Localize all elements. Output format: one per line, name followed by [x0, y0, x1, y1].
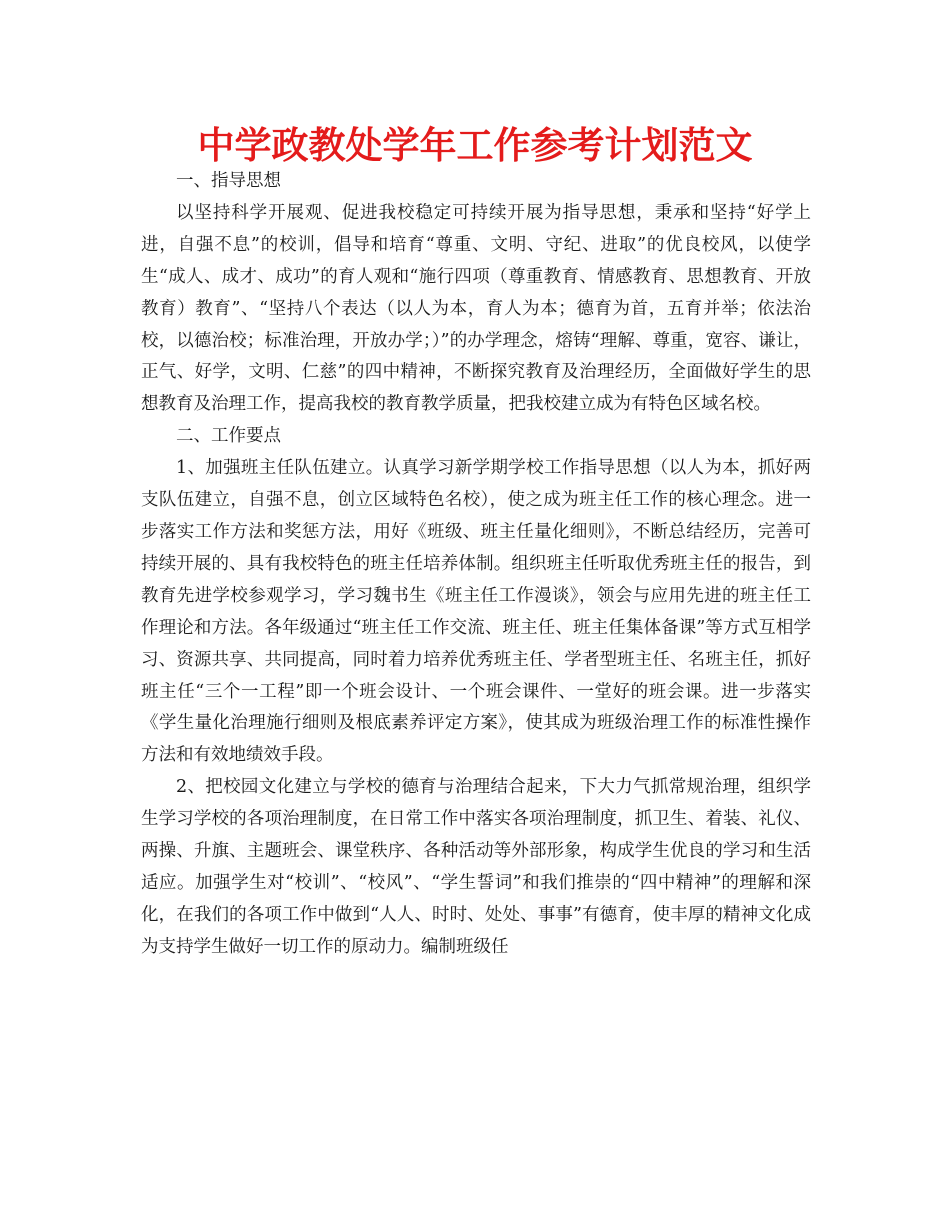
- section-work-points: [141, 421, 811, 963]
- section-guiding-ideology: [141, 166, 811, 421]
- section-heading: 二、工作要点: [176, 426, 281, 447]
- paragraph: 1、加强班主任队伍建立。认真学习新学期学校工作指导思想（以人为本，抓好两支队伍建立，自强不息，创立区域特色名校），使之成为班主任工作的核心理念。进一步落实工作方法和奖惩方法，用好《班级、班主任量化细则》，不断总结经历，完善可持续开展的、具有我校特色的班主任培养体制。组织班主任听取优秀班主任的报告，到教育先进学校参观学习，学习魏书生《班主任工作漫谈》，领会与应用先进的班主任工作理论和方法。各年级通过“班主任工作交流、班主任、班主任集体备课”等方式互相学习、资源共享、共同提高，同时着力培养优秀班主任、学者型班主任、名班主任，抓好班主任“三个一工程”即一个班会设计、一个班会课件、一堂好的班会课。进一步落实《学生量化治理施行细则及根底素养评定方案》，使其成为班级治理工作的标准性操作方法和有效地绩效手段。: [141, 458, 811, 766]
- document-body: [141, 166, 811, 964]
- paragraph: 2、把校园文化建立与学校的德育与治理结合起来，下大力气抓常规治理，组织学生学习学校的各项治理制度，在日常工作中落实各项治理制度，抓卫生、着装、礼仪、两操、升旗、主题班会、课堂秩序、各种活动等外部形象，构成学生优良的学习和生活适应。加强学生对“校训”、“校风”、“学生誓词”和我们推崇的“四中精神”的理解和深化，在我们的各项工作中做到“人人、时时、处处、事事”有德育，使丰厚的精神文化成为支持学生做好一切工作的原动力。编制班级任: [141, 777, 811, 957]
- document-title: 中学政教处学年工作参考计划范文: [197, 124, 753, 167]
- section-heading: 一、指导思想: [176, 171, 281, 191]
- paragraph: 以坚持科学开展观、促进我校稳定可持续开展为指导思想，秉承和坚持“好学上进，自强不息”的校训，倡导和培育“尊重、文明、守纪、进取”的优良校风，以使学生“成人、成才、成功”的育人观和“施行四项（尊重教育、情感教育、思想教育、开放教育）教育”、“坚持八个表达（以人为本，育人为本；德育为首，五育并举；依法治校，以德治校；标准治理，开放办学；）”的办学理念，熔铸“理解、尊重，宽容、谦让，正气、好学，文明、仁慈”的四中精神，不断探究教育及治理经历，全面做好学生的思想教育及治理工作，提高我校的教育教学质量，把我校建立成为有特色区域名校。: [141, 202, 811, 415]
